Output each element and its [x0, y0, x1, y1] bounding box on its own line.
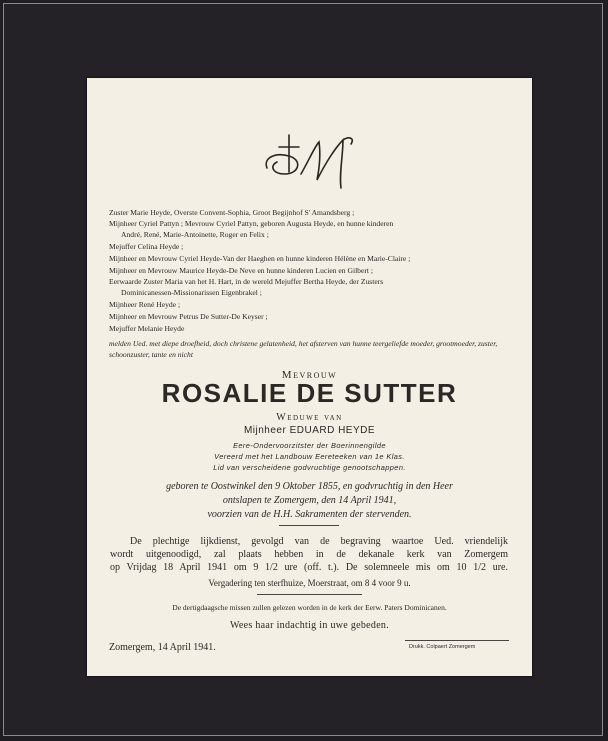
service-line: wordt uitgenoodigd, zal plaats hebben in de dekanale kerk van Zomergem	[110, 549, 508, 560]
place-date: Zomergem, 14 April 1941.	[109, 642, 216, 653]
family-line: Mijnheer en Mevrouw Petrus De Sutter-De Keyser ;	[109, 312, 268, 321]
family-line: Dominicanessen-Missionarissen Eigenbrakel ;	[121, 288, 262, 297]
husband-name: Mijnheer EDUARD HEYDE	[243, 425, 376, 436]
family-line: Mijnheer René Heyde ;	[109, 300, 181, 309]
death-line: ontslapen te Zomergem, den 14 April 1941,	[222, 495, 397, 506]
cross-monogram-icon	[259, 130, 359, 192]
family-line: Mejuffer Celina Heyde ;	[109, 242, 184, 251]
family-line: Mijnheer Cyriel Pattyn ; Mevrouw Cyriel Pattyn, geboren Augusta Heyde, en hunne kinderen	[109, 219, 394, 228]
memorial-card	[87, 78, 532, 676]
masses-line: De dertigdaagsche missen zullen gelezen worden in de kerk der Eerw. Paters Dominicanen.	[172, 603, 447, 612]
divider	[279, 525, 339, 526]
remember-line: Wees haar indachtig in uwe gebeden.	[229, 620, 390, 631]
title-line: Eere-Ondervoorzitster der Boerinnengilde	[233, 441, 386, 450]
family-line: Mijnheer en Mevrouw Cyriel Heyde-Van der Haeghen en hunne kinderen Hélène en Marie-Claire ;	[109, 254, 411, 263]
service-line: op Vrijdag 18 April 1941 om 9 1/2 ure (off. t.). De solemneele mis om 10 1/2 ure.	[110, 562, 508, 573]
deceased-name: ROSALIE DE SUTTER	[161, 378, 458, 408]
title-line: Vereerd met het Landbouw Eereteeken van 1e Klas.	[214, 452, 405, 461]
family-line: André, René, Marie-Antoinette, Roger en Felix ;	[121, 230, 269, 239]
divider	[405, 640, 509, 641]
gathering-line: Vergadering ten sterfhuize, Moerstraat, om 8 4 voor 9 u.	[208, 578, 411, 588]
title-line: Lid van verscheidene godvruchtige genootschappen.	[213, 463, 406, 472]
widow-of: Weduwe van	[276, 412, 343, 423]
honorific: Mevrouw	[281, 369, 338, 381]
service-line: De plechtige lijkdienst, gevolgd van de begraving waartoe Ued. vriendelijk	[130, 536, 508, 547]
announcement-intro: melden Ued. met diepe droefheid, doch christene gelatenheid, het afsterven van hunne teergeliefde moeder, grootmoeder, zuster, schoonzuster, tante en nicht	[109, 339, 498, 359]
printer-credit: Drukk. Colpaert Zomergem	[409, 644, 476, 650]
family-line: Zuster Marie Heyde, Overste Convent-Sophia, Groot Begijnhof S' Amandsberg ;	[109, 208, 355, 217]
sacraments-line: voorzien van de H.H. Sakramenten der stervenden.	[207, 509, 412, 520]
scan-background	[3, 3, 603, 736]
birth-line: geboren te Oostwinkel den 9 Oktober 1855, en godvruchtig in den Heer	[166, 481, 453, 492]
divider	[257, 594, 362, 595]
family-line: Mijnheer en Mevrouw Maurice Heyde-De Neve en hunne kinderen Lucien en Gilbert ;	[109, 266, 373, 275]
family-line: Eerwaarde Zuster Maria van het H. Hart, in de wereld Mejuffer Bertha Heyde, der Zusters	[109, 277, 384, 286]
family-line: Mejuffer Melanie Heyde	[109, 324, 185, 333]
